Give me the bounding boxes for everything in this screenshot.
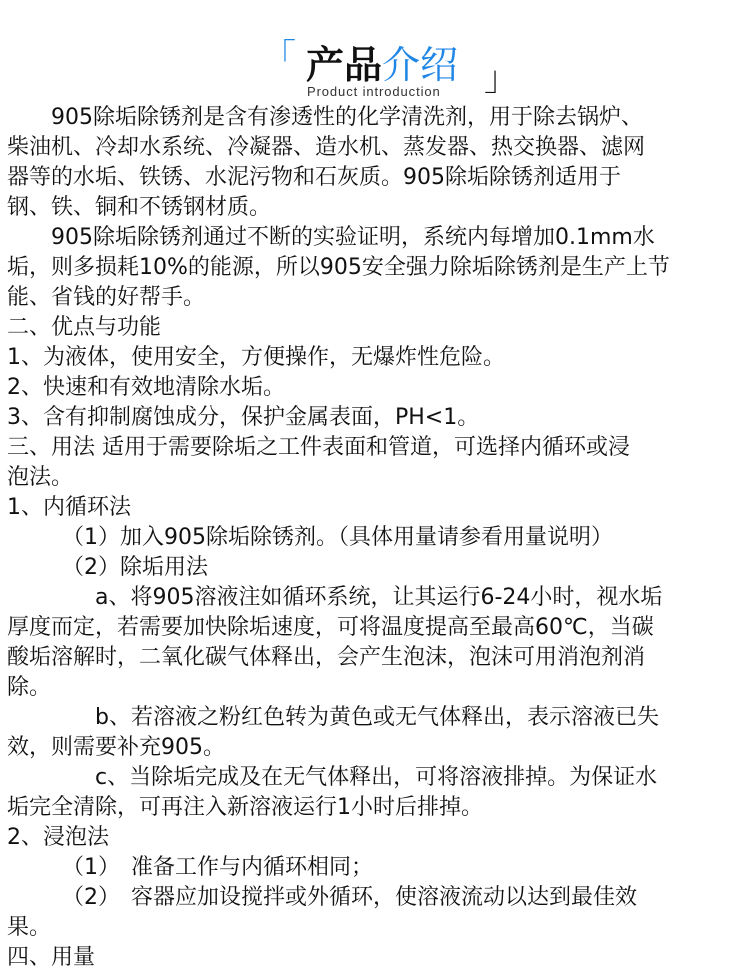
text-line: 除。 xyxy=(7,675,52,700)
text-line: （1）加入905除垢除锈剂。（具体用量请参看用量说明） xyxy=(7,525,613,550)
title-part-2: 介绍 xyxy=(382,43,459,87)
page-title xyxy=(306,44,458,86)
text-line: 柴油机、冷却水系统、冷凝器、造水机、蒸发器、热交换器、滤网 xyxy=(7,135,646,160)
document-body xyxy=(7,103,747,973)
section-header xyxy=(0,0,750,100)
text-line: 果。 xyxy=(7,915,52,940)
text-line: b、若溶液之粉红色转为黄色或无气体释出，表示溶液已失 xyxy=(7,705,659,730)
text-line: 3、含有抑制腐蚀成分，保护金属表面，PH<1。 xyxy=(7,405,480,430)
text-line: 四、用量 xyxy=(7,945,96,970)
text-line: 1、为液体，使用安全，方便操作，无爆炸性危险。 xyxy=(7,345,505,370)
text-line: c、当除垢完成及在无气体释出，可将溶液排掉。为保证水 xyxy=(7,765,658,790)
text-line: 效，则需要补充905。 xyxy=(7,735,225,760)
text-line: 能、省钱的好帮手。 xyxy=(7,285,206,310)
text-line: 2、快速和有效地清除水垢。 xyxy=(7,375,285,400)
text-line: 二、优点与功能 xyxy=(7,315,162,340)
title-part-1: 产品 xyxy=(306,43,383,87)
text-line: 垢，则多损耗10%的能源，所以905安全强力除垢除锈剂是生产上节 xyxy=(7,255,670,280)
page-subtitle: Product introduction xyxy=(307,84,441,99)
text-line: 905除垢除锈剂通过不断的实验证明，系统内每增加0.1mm水 xyxy=(7,225,655,250)
text-line: 器等的水垢、铁锈、水泥污物和石灰质。905除垢除锈剂适用于 xyxy=(7,165,621,190)
text-line: （2）除垢用法 xyxy=(7,555,208,580)
text-line: 酸垢溶解时，二氧化碳气体释出，会产生泡沫，泡沫可用消泡剂消 xyxy=(7,645,646,670)
text-line: 1、内循环法 xyxy=(7,495,131,520)
text-line: 钢、铁、铜和不锈钢材质。 xyxy=(7,195,272,220)
text-line: 905除垢除锈剂是含有渗透性的化学清洗剂，用于除去锅炉、 xyxy=(7,105,643,130)
text-line: 泡法。 xyxy=(7,465,74,490)
right-bracket-decoration: 」 xyxy=(484,59,518,99)
text-line: 厚度而定，若需要加快除垢速度，可将温度提高至最高60℃，当碳 xyxy=(7,615,654,640)
text-line: （1） 准备工作与内循环相同； xyxy=(7,855,373,880)
left-bracket-decoration: 「 xyxy=(262,37,296,77)
text-line: 三、用法 适用于需要除垢之工件表面和管道，可选择内循环或浸 xyxy=(7,435,630,460)
text-line: 2、浸泡法 xyxy=(7,825,109,850)
text-line: a、将905溶液注如循环系统，让其运行6-24小时，视水垢 xyxy=(7,585,663,610)
text-line: （2） 容器应加设搅拌或外循环，使溶液流动以达到最佳效 xyxy=(7,885,637,910)
text-line: 垢完全清除，可再注入新溶液运行1小时后排掉。 xyxy=(7,795,483,820)
